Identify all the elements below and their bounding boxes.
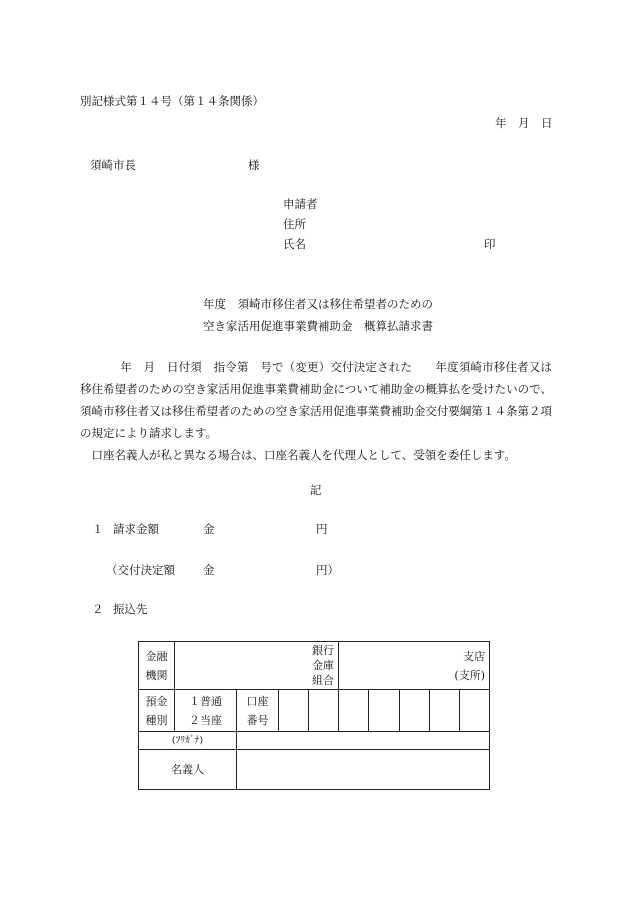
bank-type-3: 組合 — [312, 674, 334, 687]
item1-label: 請求金額 — [113, 522, 159, 536]
branch-name-field[interactable] — [339, 642, 490, 690]
document-title-line2: 空き家活用促進事業費補助金 概算払請求書 — [203, 319, 433, 333]
account-digit-2[interactable] — [309, 690, 339, 732]
deposit-option-current[interactable]: ２当座 — [189, 713, 222, 727]
document-title-line1: 年度 須崎市移住者又は移住希望者のための — [203, 297, 433, 311]
applicant-label: 申請者 — [283, 197, 318, 211]
account-digit-1[interactable] — [279, 690, 309, 732]
account-number-label-line2: 番号 — [246, 713, 269, 727]
institution-label — [139, 642, 175, 690]
ki-heading: 記 — [310, 483, 322, 497]
name-label: 氏名 — [283, 237, 306, 251]
grant-amount-currency: 金 — [203, 563, 215, 577]
item1-unit: 円 — [316, 522, 328, 536]
date-line: 年 月 日 — [495, 116, 553, 130]
account-holder-label: 名義人 — [139, 750, 237, 790]
grant-amount-label: （交付決定額 — [106, 563, 175, 577]
deposit-type-label-line2: 種別 — [145, 713, 168, 727]
seal-mark: 印 — [484, 237, 496, 251]
furigana-field[interactable] — [237, 732, 490, 750]
account-number-label-line1: 口座 — [246, 694, 269, 708]
bank-name-field[interactable] — [175, 642, 339, 690]
item2-label: 振込先 — [113, 602, 148, 616]
address-label: 住所 — [283, 217, 306, 231]
account-digit-6[interactable] — [430, 690, 460, 732]
account-holder-field[interactable] — [237, 750, 490, 790]
account-digit-4[interactable] — [369, 690, 400, 732]
branch-type-2: (支所) — [454, 668, 485, 682]
bank-type-1: 銀行 — [312, 644, 334, 657]
deposit-type-options[interactable] — [175, 690, 237, 732]
item2-number: ２ — [92, 602, 104, 616]
body-paragraph-2: 口座名義人が私と異なる場合は、口座名義人を代理人として、受領を委任します。 — [91, 448, 516, 462]
deposit-type-label — [139, 690, 175, 732]
form-number: 別記様式第１４号（第１４条関係） — [80, 94, 264, 108]
body-paragraph-1: 年 月 日付須 指令第 号で（変更）交付決定された 年度須崎市移住者又は移住希望者のための空き家活用促進事業費補助金について補助金の概算払を受けたいので、須崎市移住者又は移住希望者のための空き家活用促進事業費補助金交付要綱第１４条第２項の規定により請求します。 — [80, 360, 552, 440]
account-number-label — [237, 690, 279, 732]
addressee-name: 須崎市長 — [90, 158, 136, 172]
deposit-type-label-line1: 預金 — [145, 694, 168, 708]
bank-account-table — [138, 641, 490, 790]
account-digit-3[interactable] — [339, 690, 369, 732]
deposit-option-ordinary[interactable]: １普通 — [189, 694, 222, 708]
branch-type-1: 支店 — [463, 649, 485, 663]
bank-type-2: 金庫 — [312, 659, 334, 672]
addressee-honorific: 様 — [248, 158, 260, 172]
institution-label-line2: 機関 — [145, 668, 168, 682]
account-digit-7[interactable] — [460, 690, 490, 732]
account-digit-5[interactable] — [400, 690, 430, 732]
grant-amount-unit: 円） — [316, 563, 339, 577]
item1-currency: 金 — [203, 522, 215, 536]
institution-label-line1: 金融 — [145, 649, 168, 663]
body-text — [80, 356, 552, 466]
furigana-label: (ﾌﾘｶﾞﾅ) — [139, 732, 237, 750]
item1-number: １ — [92, 522, 104, 536]
